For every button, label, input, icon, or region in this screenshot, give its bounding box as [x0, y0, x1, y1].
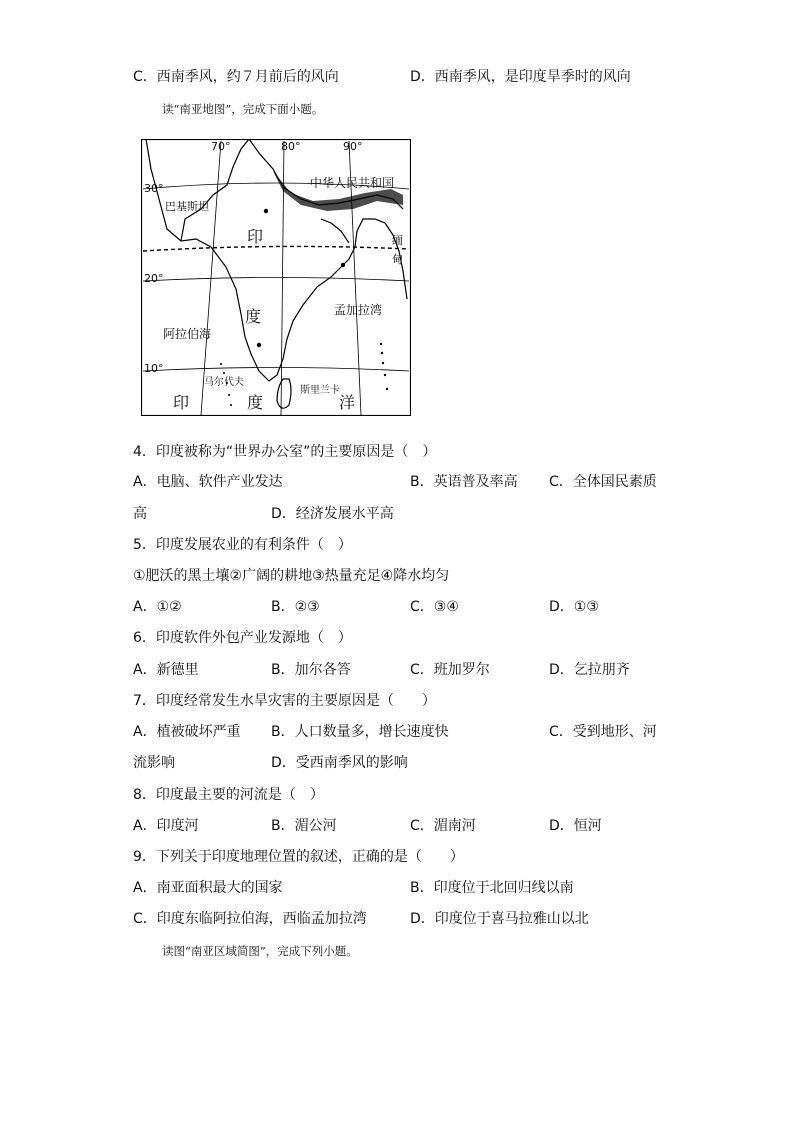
- q4-option-d: D．经济发展水平高: [271, 506, 394, 522]
- label-lon-80: 80°: [281, 140, 301, 153]
- question-8: 8．印度最主要的河流是（ ）: [133, 787, 324, 803]
- q8-option-c: C．湄南河: [410, 818, 476, 834]
- question-6: 6．印度软件外包产业发源地（ ）: [133, 630, 352, 646]
- question-4: 4．印度被称为“世界办公室”的主要原因是（ ）: [133, 444, 437, 460]
- label-maldives: 马尔代夫: [204, 377, 244, 388]
- q8-option-d: D．恒河: [549, 818, 602, 834]
- label-burma-1: 缅: [392, 234, 403, 247]
- question-7: 7．印度经常发生水旱灾害的主要原因是（ ）: [133, 693, 436, 709]
- label-lat-30: 30°: [144, 182, 164, 195]
- intro-south-asia-sketch: 读图“南亚区域简图”，完成下列小题。: [162, 944, 358, 958]
- q6-option-d: D．乞拉朋齐: [549, 662, 630, 678]
- q5-option-b: B．②③: [271, 599, 320, 615]
- q5-option-a: A．①②: [133, 599, 182, 615]
- south-asia-map: [141, 139, 411, 416]
- label-burma-2: 甸: [392, 253, 403, 266]
- label-lat-20: 20°: [144, 272, 164, 285]
- q6-option-b: B．加尔各答: [271, 662, 351, 678]
- q4-option-c: C．全体国民素质: [549, 474, 657, 490]
- label-pakistan: 巴基斯坦: [165, 200, 209, 213]
- city-dot-delhi: [264, 209, 268, 213]
- city-dot-kolkata: [341, 263, 345, 267]
- q5-option-c: C．③④: [410, 599, 459, 615]
- q7-option-a: A．植被破坏严重: [133, 724, 241, 740]
- label-lon-70: 70°: [211, 140, 231, 153]
- label-ocean-2: 度: [247, 393, 264, 412]
- question-9: 9．下列关于印度地理位置的叙述，正确的是（ ）: [133, 849, 464, 865]
- label-sri-lanka: 斯里兰卡: [300, 385, 340, 396]
- label-ocean-3: 洋: [339, 393, 356, 412]
- q3-option-c: C．西南季风，约７月前后的风向: [133, 69, 339, 85]
- q9-option-d: D．印度位于喜马拉雅山以北: [410, 911, 589, 927]
- intro-south-asia-map: 读“南亚地图”，完成下面小题。: [162, 102, 324, 116]
- q7-option-b: B．人口数量多，增长速度快: [271, 724, 449, 740]
- q4-option-a: A．电脑、软件产业发达: [133, 474, 283, 490]
- q6-option-a: A．新德里: [133, 662, 199, 678]
- q4-option-c-continued: 高: [133, 506, 147, 522]
- label-arabian-sea: 阿拉伯海: [163, 327, 212, 341]
- q7-option-c: C．受到地形、河: [549, 724, 657, 740]
- label-lon-90: 90°: [343, 140, 363, 153]
- q8-option-a: A．印度河: [133, 818, 199, 834]
- q9-option-b: B．印度位于北回归线以南: [410, 880, 574, 896]
- label-china: 中华人民共和国: [310, 176, 395, 190]
- label-india-2: 度: [245, 307, 262, 326]
- q8-option-b: B．湄公河: [271, 818, 337, 834]
- question-5: 5．印度发展农业的有利条件（ ）: [133, 537, 352, 553]
- q6-option-c: C．班加罗尔: [410, 662, 490, 678]
- q7-option-c-continued: 流影响: [133, 755, 175, 771]
- q3-option-d: D．西南季风，是印度旱季时的风向: [410, 69, 631, 85]
- label-india-1: 印: [247, 227, 264, 246]
- q9-option-a: A．南亚面积最大的国家: [133, 880, 283, 896]
- q5-conditions: ①肥沃的黑土壤②广阔的耕地③热量充足④降水均匀: [133, 568, 450, 584]
- city-dot-bangalore: [257, 343, 261, 347]
- q4-option-b: B．英语普及率高: [410, 474, 518, 490]
- label-ocean-1: 印: [173, 393, 190, 412]
- q9-option-c: C．印度东临阿拉伯海，西临孟加拉湾: [133, 911, 367, 927]
- label-bay-of-bengal: 孟加拉湾: [334, 303, 383, 317]
- q7-option-d: D．受西南季风的影响: [271, 755, 408, 771]
- q5-option-d: D．①③: [549, 599, 599, 615]
- label-lat-10: 10°: [144, 362, 164, 375]
